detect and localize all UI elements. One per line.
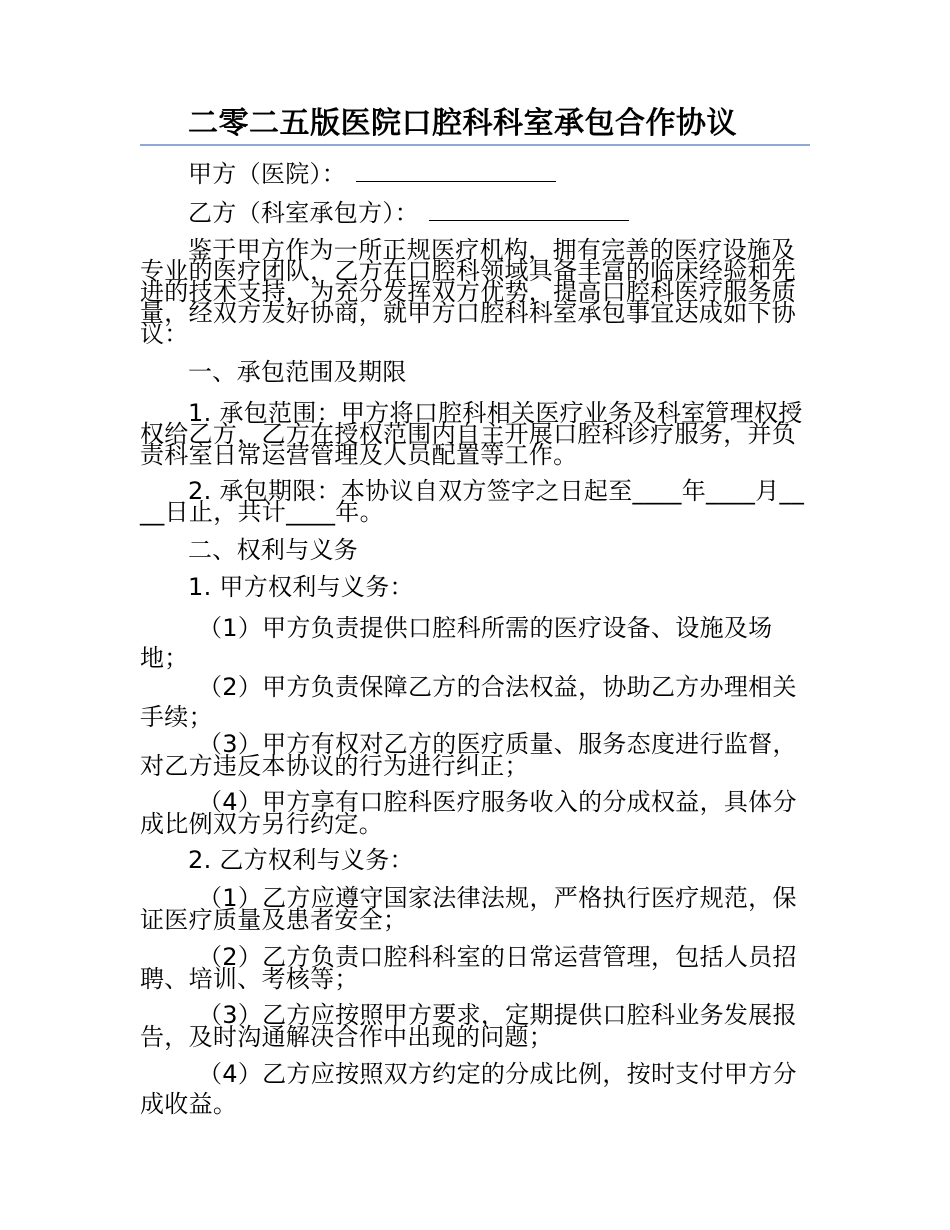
title-underline xyxy=(140,102,810,146)
party-a-item-4: （4）甲方享有口腔科医疗服务收入的分成权益，具体分成比例双方另行约定。 xyxy=(140,788,797,838)
section-2-heading: 二、权利与义务 xyxy=(188,536,359,564)
party-b-item-4: （4）乙方应按照双方约定的分成比例，按时支付甲方分成收益。 xyxy=(140,1060,797,1118)
document-title: 二零二五版医院口腔科科室承包合作协议 xyxy=(188,106,737,141)
party-a-line xyxy=(140,159,808,189)
term-clause: 2. 承包期限：本协议自双方签字之日起至____年____月____日止，共计____年。 xyxy=(140,477,805,526)
party-a-item-2: （2）甲方负责保障乙方的合法权益，协助乙方办理相关手续； xyxy=(140,673,797,731)
section-1-heading: 一、承包范围及期限 xyxy=(188,358,407,386)
party-a-item-1: （1）甲方负责提供口腔科所需的医疗设备、设施及场地； xyxy=(140,614,773,672)
party-b-line xyxy=(140,198,808,228)
party-a-item-3: （3）甲方有权对乙方的医疗质量、服务态度进行监督，对乙方违反本协议的行为进行纠正； xyxy=(140,730,797,780)
party-b-item-1: （1）乙方应遵守国家法律法规，严格执行医疗规范，保证医疗质量及患者安全； xyxy=(140,884,797,934)
party-a-label: 甲方（医院）： xyxy=(188,160,347,188)
party-a-blank xyxy=(356,159,556,182)
party-b-blank xyxy=(429,198,629,221)
preamble-paragraph: 鉴于甲方作为一所正规医疗机构，拥有完善的医疗设施及专业的医疗团队，乙方在口腔科领域具备丰富的临床经验和先进的技术支持，为充分发挥双方优势，提高口腔科医疗服务质量，经双方友好协商，就甲方口腔科科室承包事宜达成如下协议： xyxy=(140,236,797,348)
scope-clause: 1. 承包范围：甲方将口腔科相关医疗业务及科室管理权授权给乙方，乙方在授权范围内自主开展口腔科诊疗服务，并负责科室日常运营管理及人员配置等工作。 xyxy=(140,399,803,469)
party-b-item-3: （3）乙方应按照甲方要求，定期提供口腔科业务发展报告，及时沟通解决合作中出现的问题； xyxy=(140,1001,797,1051)
party-b-label: 乙方（科室承包方）： xyxy=(188,199,419,227)
party-b-duties-heading: 2. 乙方权利与义务： xyxy=(188,846,414,874)
party-a-duties-heading: 1. 甲方权利与义务： xyxy=(188,573,414,601)
party-b-item-2: （2）乙方负责口腔科科室的日常运营管理，包括人员招聘、培训、考核等； xyxy=(140,943,797,993)
